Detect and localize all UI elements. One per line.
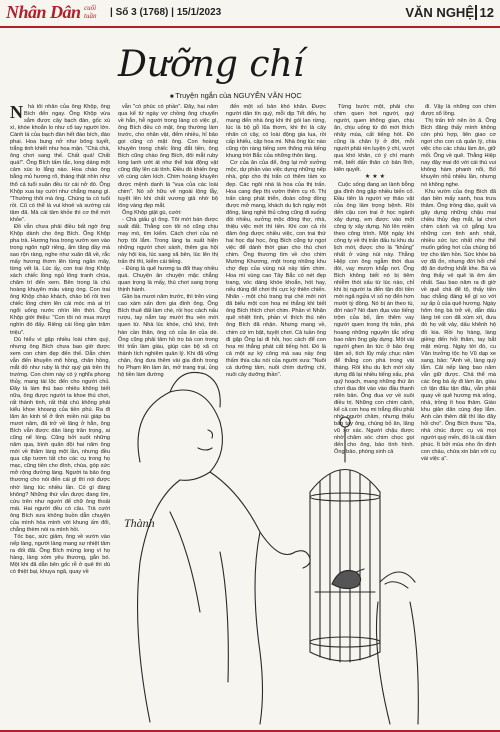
subtitle-line-2: tuần (84, 12, 97, 20)
article-paragraph: Ông Khộp giật gù, cười: (122, 209, 182, 216)
article-column-1 (10, 104, 110, 728)
article-paragraph: Cuộc sống đang an lành bỗng gia đình ông gặp nhiều biến cố. Đầu tiên là người vợ thảo vật của ông lâm trọng bệnh. Rồi đến cậu con trai ở học ngành xây dựng, em được vào một công ty xây dựng. Nó lên miền theo công trình. Một ngày khi công ty về thị trấn đấu tu khu du lịch mới, được cho là "khủng" nhất ở vùng núi này. Thằng Hiệp con ông ngẫm thời đua đòi, vay mượn khắp nơi. Ông Bích không biết nó bị tiêm nhiễm thói xấu từ lúc nào, chỉ khi bị người ta đến tận đòi tiền mới ngã ngửa vì số nợ đến hơn mười tỷ đồng. Nó bị án theo tù, đời nào? Nó đam đụa vào tiếng trộm của bố, ẩm thêm vay người quen trong thị trấn, phá hoang những nguyên tắc sống bao năm ông gây dựng. Một vài người ghen ăn tức ở bảo ông tặm sỏ, tích lũy mấy chục năm để thằng con phá trong vài tháng. Rồi khu du lịch mới xây dựng đã lại nhiều tiếng xấu, phá quỹ hoạch, mang những thứ ăn chơi đua đòi vào vào đầu thanh niên bản. Ông đua vợ về xuôi điều trị. Những con chim cảnh, kể cả con hoạ mi trắng đều phải nhờ người chăm, nhưng thiếu bàn tay ông, chúng bỏ ăn, lăng vũ xơ xác. Người chậu được nhờ chăm sóc chim chọc gọi đến cho ông, bảo tình hình. Ông bảo, phóng sinh cả (334, 181, 414, 456)
story-illustration (110, 352, 422, 728)
article-title: Dưỡng chí (118, 44, 305, 85)
article-paragraph: đến một số bản khó khăn. Được người dân tín quý, mỗi dịp Tết đến, họ mang đến nhà ông khi thì gói lan rừng, lúc là bộ gỗ lũa thơm, khi thì là cây nhãn có cây, có loài động gia lua, rồi cấp khiếu, cặp hoa mi. Nhà ông lúc nào cũng rộn ràng tiếng sơn thông mà tiếng khung trời Bắc của những thôn làng. (226, 104, 326, 160)
drop-cap: N (10, 102, 23, 122)
article-paragraph: - Chà giấu gì ông. Tôi mới bán được suất đất. Thằng con tôi nó cũng chịu may mò, tìm kiếm. Cách chơi của nó hợp tôi lắm. Trong làng ta xuất hiện những người chơi sành, thêm gia hội này hội kia, lúc sang xã bên, lúc lên thị trấn thì thì, kiểm cái tiếng. (118, 216, 218, 266)
article-paragraph: Khu vườn của ông Bích đã dạn bền mấy xanh, hoa trưa thăm. Ông trồng đào, quất và gây dựng những chậu mai chiều thủy đẹp mắt, lại chơi chim cảnh và có gắng lựa những con tinh anh nhất, nhiều sức lực nhất như thể muốn giống hơi của chúng bố trợ cho tâm hồn. Sức khóe bà vợ đã ổn, nhưng đời hỏi chế độ ăn dưỡng khắt khe. Bà và ông thấy vẻ quê là êm ấm nhất. Sau bao năm ra đi giờ về quê chả để tộ, thấy tiền bạc chẳng đáng kể gì so với sự ấp ủ của quê hương. Ngày hôm ông bà trở về, dẫn dấu làng trẻ con đã xúm xít, đưa đò họ vất vảy, dấu khênh hộ đồ kia. Rồi họ hàng, làng giềng đến hỏi thăm, tay bắt mặt mừng. Ngày tới đó, cu Vân trưởng tộc họ Vũ dạp xe sang, bảo: "Anh về, làng quý lắm. Cải nếp làng bao năm vẫn giữ được. Chả thể mà các ông bà ấy đi làm ăn, giàu có tận đâu tận đâu, vẫn phải quay về quê hương mà sống, nhà, trồng ít hoa thảm. Giáo khu giản dân cùng đẹp lắm. Anh cần thêm đất thì lão đây hỏi cho". Ông Bích thưa: "Đa, nhà chúc được cụ và mọi người quý mến, đó là cái đảm phúc. Ít bởi mùa nho ổn định con cháu, chứa xin bản với cụ vài việc ạ". (421, 188, 496, 463)
page-number: 12 (475, 5, 494, 20)
article-paragraph: Từng bước một, phải cho chim quen hơi người, quý người, quen không gian, chịu ăn, chịu uống từ đó mới thích nhảy múa, cất tiếng hót. Đó cũng là chân lý ở đời, mỗi người phải rèn luyện ý chí, vượt qua khó khăn, có ý chí mạnh mẽ, biết dấn thân có bản lĩnh, kiên quyết. (334, 104, 414, 174)
article-column-5 (421, 104, 496, 728)
article-paragraph: Đồ vẫn chưa phải điều bất ngờ ông Khộp dành cho ông Bích. Ông Khộp pha trà. Hương hoa trong vườn xen vào trong ngôn ngữ riêng, ẩm tăng đầy mà sao rộn ràng, nghe như xuân đã về, rắc mấy hương thơm lên từng ngăn mây, từng vết lá. Lúc ấy, con trai ông Khộp xách chiếc lồng ngủ lông tranh chùa, chăm trí đến xem. Bên trong là chú hoàng khuyên màu vàng óng. Con trai ông Khộp chào khách, chào bố rồi treo chiếc lồng chim lên cái móc mà ai trí ngổi uống nước nhìn lên thời. Ông Khộp giới thiệu: "Con tôi nó mua mượt nghìn đó đấy. Riêng cái lồng gần trăm triệu". (10, 223, 110, 336)
issue-info: | Số 3 (1768) | 15/1/2023 (110, 7, 222, 18)
masthead (0, 0, 500, 28)
newspaper-name: Nhân Dân (6, 2, 81, 22)
article-paragraph: hà tôi nhân của ông Khộp, ông Bích đến ngay. Ông Khộp vừa sắm được cây bạch đàn, gốc xù xì, khóe khoắn lo như cổ tay người lớn. Cành lá của bạch đàn hết đào bích, đáo phai. Hoa bung nở như bông tuyết, trắng tinh khiết như hoa mận. "Chà chà, ông chơi sang thế. Chất quá! Chất quá!". Ông Bích tấm tắc, long dáng một cảm xúc lo lắng nào. Hoa cháo ông bằng mủ hương rõ, tháng thật nhìn như thổ cả tuổi xuân đều từ cái nở đó. Ông Khộp xua tay cười như chẳng mạng gì. "Thường thôi mà ông. Chúng ta có tuổi rồi. Cũ có thể là vui khoẻ và sướng cái tâm đã. Mà cái tâm khỏe thì cơ thể mới khỏe". (10, 104, 110, 223)
article-paragraph: Thị trấn trở nên ồn ã. Ông Bích đăng thấy mình không còn phù hợp, liên giao cơ ngơi cho con cả quản lý, chia việc cho các cháu làm ăn, giữ mối. Ông về quê. Thằng Hiệp nay đây mai đó với cái thú vui không hàm phanh nổi, Bố khuyên nhủ nhiều lần, nhưng nó không nghe. (421, 118, 496, 188)
section-break-stars: ★★★ (364, 174, 388, 181)
section-name: VĂN NGHỆ (405, 5, 474, 20)
article-byline: ■ Truyện ngắn của NGUYỄN VĂN HỌC (170, 91, 302, 100)
newspaper-subtitle (84, 4, 96, 20)
article-paragraph: Cơ của ăn của để, ông lại mở xưởng mộc, dự phần vào việc dựng những nếp nhà, góp cho thị trấn có thêm tầm xo đẹp. Các ngôi nhà lá hoa của thị trấn. Hoa cang đẹp thị vườn thêm cụ rõ. Thị trấn càng phát triển, đoàn công đồng được mở mang, khách du lịch ngày một đông, làng nghề thủ công cũng đi xuống đồi nhiều, xưởng mộc đông thợ, nhà, thiệu việc mới thì tiền. Khi con cả rồi đảm ông được nhiều việc, con trai thứ hai học đại học, ông Bích cũng tự ngọt việc để dành thời gian cho thú chơi chim. Ông thương tìm về cho chim Mường Khương, một trong những khu chợ đẹp của vùng núi này tấm chim. Hoa mì vùng cao Tây Bắc có nét đẹp trang, vóc dáng khóe khoắn, hót hay, nếu dùng để chơi thì cực kỳ thiên chiến. Nhãn - một chú trang trại chè mới nới đã biếu một con hoạ mi thắng khi biết ông Bích thích chơi chim. Phần vì Nhãn quê nhiệt tình, phần vì thích thú nên ông Bích đã nhận. Nhưng mang về, chim cứ im bặt, tuyệt chơi. Cả tuần ông đi gặp Ông lại đi hỏi, học cách để con hoạ mi thắng phát cất tiếng hót. Đó là cả một sự kỳ công mà sau này ông thấm thía câu nói của người xưa: "Nuôi cá dưỡng tâm, nuôi chim dưỡng chí, nuôi cây dưỡng thần". (226, 160, 326, 378)
article-paragraph: Tóc bạc, sức giảm, ông về vườn vào nếp làng, người làng mang sự nhiệt tâm ra đối đãi. Ông Bích mừng long vì họ hàng, làng xóm yêu thương, gắn bó. Một khi đã dẫn bên gốc rễ ở quê thì dù có thiệt bại, khuya ngã, quay về (10, 533, 110, 576)
article-paragraph: Gần ba mươi năm trước, thì trên vùng cao xám xấn đơn gia đình ông. Ông Bích thuê đất làm chè, rồi học cách nấu rượu, tay nắm tay mười thu vén mới quen từ. Nhà lúc khóe, chủ khó, tình hàn cần thân, ông có của ăn của dè. Ông cũng phải tâm hồ trọ bà con trong thì trấn làm giàu, giúp cán bộ xã có thành tích nghiêm quản lý. Khi đã vững chân, ông đưa thêm vài gia đình trong họ Phạm lên làm ăn, mở trang trại, ủng hộ tiền làm đường (118, 294, 218, 378)
artist-signature: Thành (124, 516, 155, 530)
article-paragraph: Dù hiểu vì gặp nhiều loài chim quý, nhưng ông Bích chưa bao giờ được xem con chim đẹp đến thế. Dẫn chim vẫn đến khuyên mõ hồng, chân hồng, mắt đỏ như ruby là thứ quý giá trên thị trường. Con chim này có ý nghĩa phong thủy, mang tài lộc đến cho người chủ. Đây là làm thú bao nhiêu không biết nữa, ông được người ta khoe thú chơi, rất thành tinh, rất thật chú không phải kiểu khoe khoang của tiền phú. Ra đi lâm ăn kinh tế ở tỉnh miền núi giáp ba mươi năm, đã trở về lãng ở hẳn, ông Bích vẫn được dân làng trân trọng, ai cũng nể lòng. Cũng bởi suốt những năm qua, bình quân đội hai năm ông mới về thăm làng một lần, nhưng đều qua cập tươm tất cho các cụ trong họ mạc, cũng tiền cho đình, chùa, góp sức mở rộng đường làng. Người ta bảo ông thương cho nói đến cái gì thì nói được nhờ làng lúc nhiều lần. Có gì đàng không? Những thứ vẫn được đang tìm, cứu trên như người để chữ ông thoải mái. Hai người đều có câu. Trà cười ông Bích xưa không buồn dẫn chuyện của mình hòa mình với khung ấm đổi, chẳng thèm nói ra mình hồi. (10, 336, 110, 533)
article-paragraph: vẫn "có phúc có phần". Đây, hai năm qua kể từ ngày vợ chồng ông chuyển về hẳn, hễ người trong làng có việc gì, ông Bích đều có mặt, ông thường làm trước, cho nhân vật, đếm nhiều, hỉ bảo gọi cũng có mặt ông. Con hoàng khuyên trong chiếc lồng đắt tiền, ông Bích cũng chào ông Bích, đôi mắt ruby long lanh ướt át như thể loài động vật cũng đây lên cái tính. Điều đó khiến ông vô cùng cảm kích. Chim hoàng khuyên được mệnh danh là "vua của các loài chim". Nó sở hữu vẻ ngoài lộng lẫy, tuyệt lên khi chất vương giả nhờ bộ lông vàng đẹp mắt. (118, 104, 218, 209)
article-paragraph: - Đúng là quê hương ta đổi thay nhiều quá. Chuyện ăn chuyện mặc chẳng quan trọng là mấy, thú chơi sang trọng thịnh hành. (118, 266, 218, 294)
subtitle-line-1: cuối (84, 4, 97, 12)
article-paragraph: đi. Vậy là những con chim được sổ lồng. (421, 104, 496, 118)
